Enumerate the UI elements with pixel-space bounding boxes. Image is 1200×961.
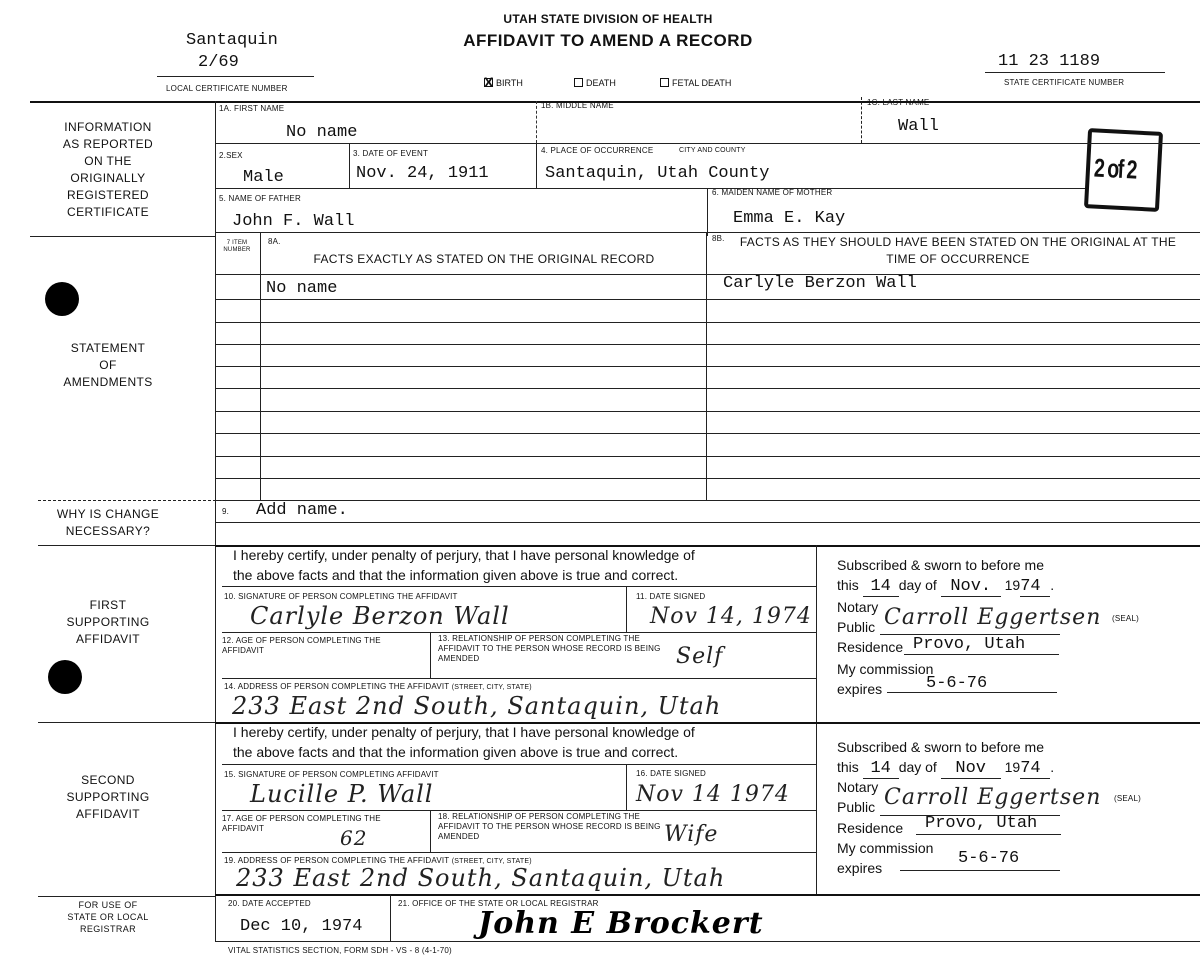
first-addr-label: 14. ADDRESS OF PERSON COMPLETING THE AFFIDAVIT (STREET, CITY, STATE) [224, 682, 532, 691]
first-notary-month: Nov. [950, 577, 992, 596]
first-public-label: Public [837, 619, 876, 635]
second-notary-label: Notary [837, 779, 879, 795]
fetal-death-checkbox[interactable] [660, 78, 669, 87]
first-residence-label: Residence [837, 639, 904, 655]
date-accepted-label: 20. DATE ACCEPTED [228, 899, 311, 908]
state-number-label: STATE CERTIFICATE NUMBER [1004, 78, 1125, 87]
first-sig-label: 10. SIGNATURE OF PERSON COMPLETING THE AFFIDAVIT [224, 592, 458, 601]
second-notary-month: Nov [955, 759, 987, 778]
first-age-label: 12. AGE OF PERSON COMPLETING THE AFFIDAVIT [222, 636, 381, 655]
registrar-signature: John E Brockert [478, 906, 764, 941]
amendment-row-1-corrected: Carlyle Berzon Wall [723, 274, 917, 293]
col-a-header: FACTS EXACTLY AS STATED ON THE ORIGINAL RECORD [313, 252, 655, 266]
section-second-affidavit: SECOND SUPPORTING AFFIDAVIT [66, 773, 150, 821]
second-expires-label: expires [837, 860, 883, 876]
first-rel-label: 13. RELATIONSHIP OF PERSON COMPLETING THE AFFIDAVIT TO THE PERSON WHOSE RECORD IS BEING AMENDED [438, 634, 661, 663]
second-expires-value: 5-6-76 [958, 849, 1020, 868]
second-notary-seal: (SEAL) [1114, 794, 1141, 803]
second-certify-line-1: I hereby certify, under penalty of perjury, that I have personal knowledge of [233, 724, 695, 740]
why-num: 9. [222, 507, 230, 516]
second-signature: Lucille P. Wall [250, 780, 434, 808]
father-value: John F. Wall [232, 212, 355, 231]
father-label: 5. NAME OF FATHER [219, 194, 301, 203]
section-why-change: WHY IS CHANGE NECESSARY? [56, 507, 160, 538]
second-age-value: 62 [340, 826, 368, 850]
first-name-label: 1A. FIRST NAME [219, 104, 285, 113]
second-notary-day: 14 [870, 759, 891, 778]
second-rel-value: Wife [664, 822, 719, 847]
item-number-label: 7 ITEM NUMBER [223, 240, 251, 253]
agency-name: UTAH STATE DIVISION OF HEALTH [503, 12, 713, 26]
mother-label: 6. MAIDEN NAME OF MOTHER [712, 188, 833, 197]
punch-hole-top [45, 282, 79, 316]
state-number: 11 23 1189 [998, 52, 1101, 71]
middle-name-label: 1B. MIDDLE NAME [541, 101, 614, 110]
second-residence-value: Provo, Utah [925, 814, 1038, 833]
place-value: Santaquin, Utah County [545, 164, 770, 183]
punch-hole-bottom [48, 660, 82, 694]
first-notary-date-line: this 14 day of Nov. 1974 . [837, 577, 1055, 596]
second-notary-year: 74 [1020, 759, 1041, 778]
sex-value: Male [243, 168, 284, 187]
second-notary-subscribed: Subscribed & sworn to before me [837, 739, 1044, 755]
second-addr-label: 19. ADDRESS OF PERSON COMPLETING THE AFFIDAVIT (STREET, CITY, STATE) [224, 856, 532, 865]
last-name-label: 1C. LAST NAME [867, 98, 930, 107]
first-notary-subscribed: Subscribed & sworn to before me [837, 557, 1044, 573]
form-title: AFFIDAVIT TO AMEND A RECORD [463, 31, 753, 50]
page-stamp: 2 of 2 [1084, 128, 1163, 212]
section-original-info: INFORMATION AS REPORTED ON THE ORIGINALLY REGISTERED CERTIFICATE [62, 120, 154, 219]
first-signature: Carlyle Berzon Wall [250, 602, 510, 630]
why-text: Add name. [256, 501, 348, 520]
first-commission-label: My commission [837, 661, 934, 677]
mother-value: Emma E. Kay [733, 209, 846, 228]
second-sig-label: 15. SIGNATURE OF PERSON COMPLETING AFFIDAVIT [224, 770, 439, 779]
second-date-label: 16. DATE SIGNED [636, 769, 706, 778]
date-of-event-value: Nov. 24, 1911 [356, 164, 489, 183]
second-date-signed: Nov 14 1974 [636, 782, 790, 807]
second-rel-label: 18. RELATIONSHIP OF PERSON COMPLETING THE AFFIDAVIT TO THE PERSON WHOSE RECORD IS BEING AMENDED [438, 812, 661, 841]
second-age-label: 17. AGE OF PERSON COMPLETING THE AFFIDAVIT [222, 814, 381, 833]
second-residence-label: Residence [837, 820, 904, 836]
first-notary-signature: Carroll Eggertsen [884, 605, 1102, 630]
second-commission-label: My commission [837, 840, 934, 856]
registrar-office-label: 21. OFFICE OF THE STATE OR LOCAL REGISTRAR [398, 899, 599, 908]
section-registrar: FOR USE OF STATE OR LOCAL REGISTRAR [67, 900, 149, 934]
second-public-label: Public [837, 799, 876, 815]
section-first-affidavit: FIRST SUPPORTING AFFIDAVIT [66, 598, 150, 646]
second-certify-line-2: the above facts and that the information given above is true and correct. [233, 744, 679, 760]
death-checkbox[interactable] [574, 78, 583, 87]
first-expires-label: expires [837, 681, 883, 697]
place-label: 4. PLACE OF OCCURRENCE [541, 146, 654, 155]
second-notary-signature: Carroll Eggertsen [884, 785, 1102, 810]
first-address: 233 East 2nd South, Santaquin, Utah [232, 692, 722, 720]
first-expires-value: 5-6-76 [926, 674, 988, 693]
first-date-signed: Nov 14, 1974 [650, 604, 812, 629]
form-footer: VITAL STATISTICS SECTION, FORM SDH - VS - 8 (4-1-70) [228, 946, 452, 955]
record-type-death[interactable]: DEATH [574, 78, 616, 88]
first-rel-value: Self [676, 644, 724, 669]
col-b-num: 8B. [712, 234, 725, 243]
record-type-fetal-death[interactable]: FETAL DEATH [660, 78, 731, 88]
local-place: Santaquin [186, 31, 278, 50]
first-date-label: 11. DATE SIGNED [636, 592, 706, 601]
place-sublabel: CITY AND COUNTY [679, 147, 746, 154]
birth-checkbox[interactable]: X [484, 74, 494, 90]
first-notary-label: Notary [837, 599, 879, 615]
amendment-row-1-original: No name [266, 279, 338, 298]
last-name-value: Wall [898, 117, 939, 136]
col-a-num: 8A. [268, 237, 281, 246]
date-of-event-label: 3. DATE OF EVENT [353, 149, 429, 158]
second-address: 233 East 2nd South, Santaquin, Utah [236, 864, 726, 892]
first-certify-line-2: the above facts and that the information given above is true and correct. [233, 567, 679, 583]
first-name-value: No name [286, 123, 358, 142]
local-number: 2/69 [198, 53, 239, 72]
first-notary-seal: (SEAL) [1112, 614, 1139, 623]
first-residence-value: Provo, Utah [913, 635, 1026, 654]
first-notary-year: 74 [1020, 577, 1041, 596]
record-type-birth[interactable]: X BIRTH [484, 74, 523, 90]
first-notary-day: 14 [870, 577, 891, 596]
first-certify-line-1: I hereby certify, under penalty of perjury, that I have personal knowledge of [233, 547, 695, 563]
local-number-label: LOCAL CERTIFICATE NUMBER [166, 84, 288, 93]
sex-label: 2.SEX [219, 151, 243, 160]
date-accepted-value: Dec 10, 1974 [240, 917, 363, 936]
col-b-header: FACTS AS THEY SHOULD HAVE BEEN STATED ON THE ORIGINAL AT THE TIME OF OCCURRENCE [739, 235, 1177, 266]
section-statement-amendments: STATEMENT OF AMENDMENTS [63, 341, 153, 389]
second-notary-date-line: this 14 day of Nov 1974 . [837, 759, 1055, 778]
